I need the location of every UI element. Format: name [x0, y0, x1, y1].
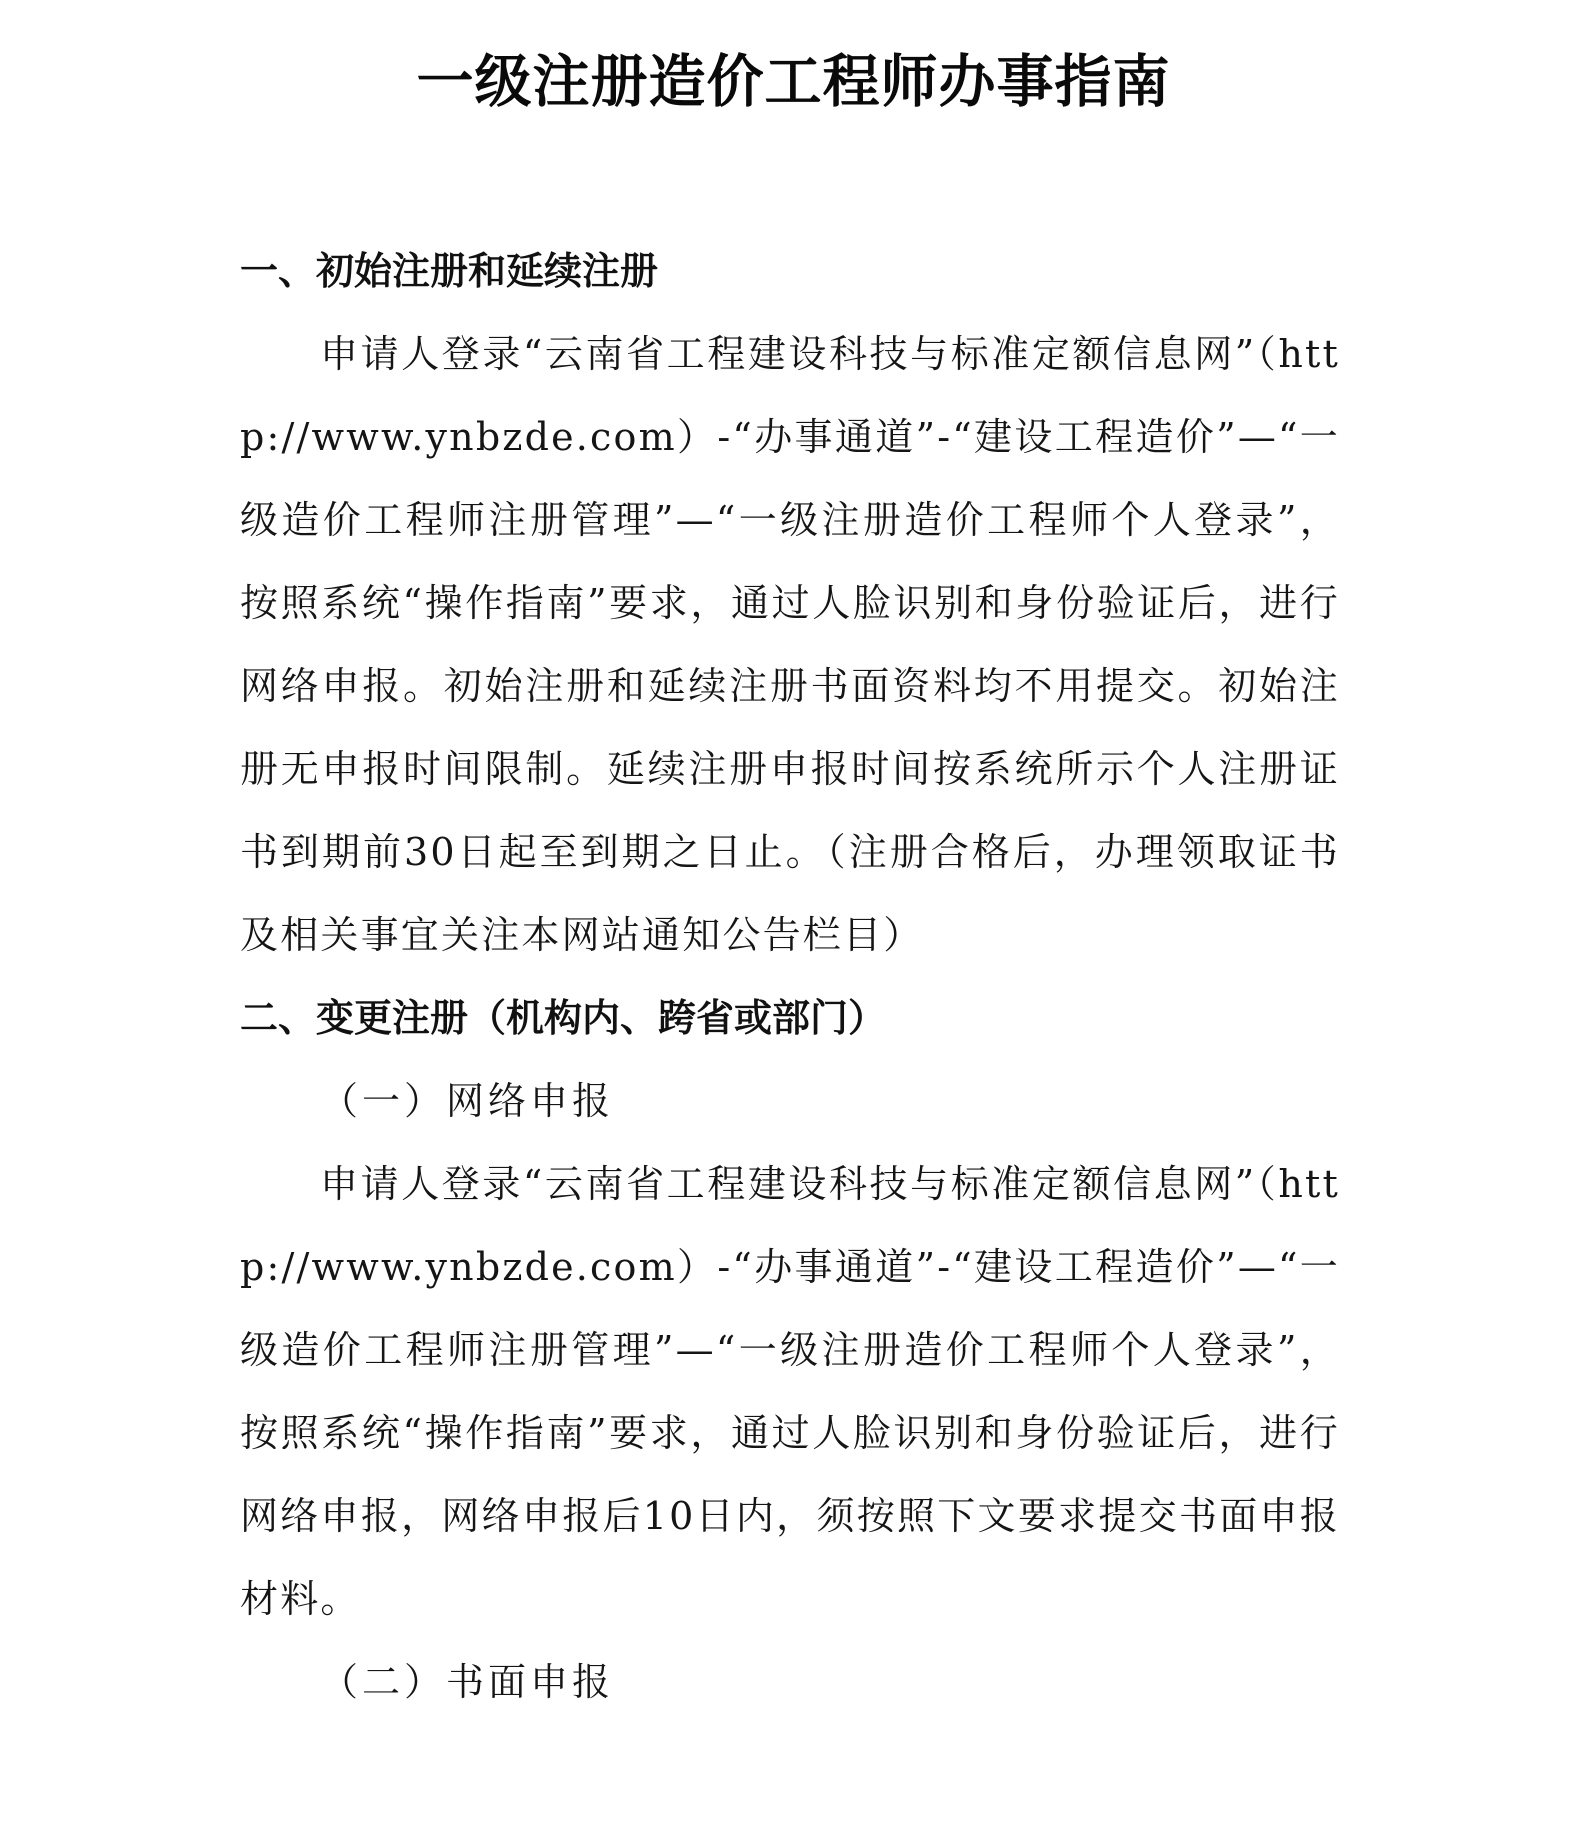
- subheading-online-application: （一）网络申报: [320, 1079, 615, 1123]
- section-heading-change-registration: 二、变更注册（机构内、跨省或部门）: [240, 996, 887, 1040]
- document-body: [240, 230, 1340, 1724]
- paragraph-initial-renewal: 申请人登录“云南省工程建设科技与标准定额信息网”（http://www.ynbzde.com）-“办事通道”-“建设工程造价”—“一级造价工程师注册管理”—“一级注册造价工程师个人登录”，按照系统“操作指南”要求，通过人脸识别和身份验证后，进行网络申报。初始注册和延续注册书面资料均不用提交。初始注册无申报时间限制。延续注册申报时间按系统所示个人注册证书到期前30日起至到期之日止。（注册合格后，办理领取证书及相关事宜关注本网站通知公告栏目）: [240, 332, 1340, 957]
- subheading-written-application: （二）书面申报: [320, 1660, 615, 1704]
- section-heading-initial-renewal: 一、初始注册和延续注册: [240, 249, 659, 293]
- paragraph-online-application: 申请人登录“云南省工程建设科技与标准定额信息网”（http://www.ynbzde.com）-“办事通道”-“建设工程造价”—“一级造价工程师注册管理”—“一级注册造价工程师个人登录”，按照系统“操作指南”要求，通过人脸识别和身份验证后，进行网络申报，网络申报后10日内，须按照下文要求提交书面申报材料。: [240, 1162, 1340, 1621]
- document-title: 一级注册造价工程师办事指南: [416, 49, 1171, 115]
